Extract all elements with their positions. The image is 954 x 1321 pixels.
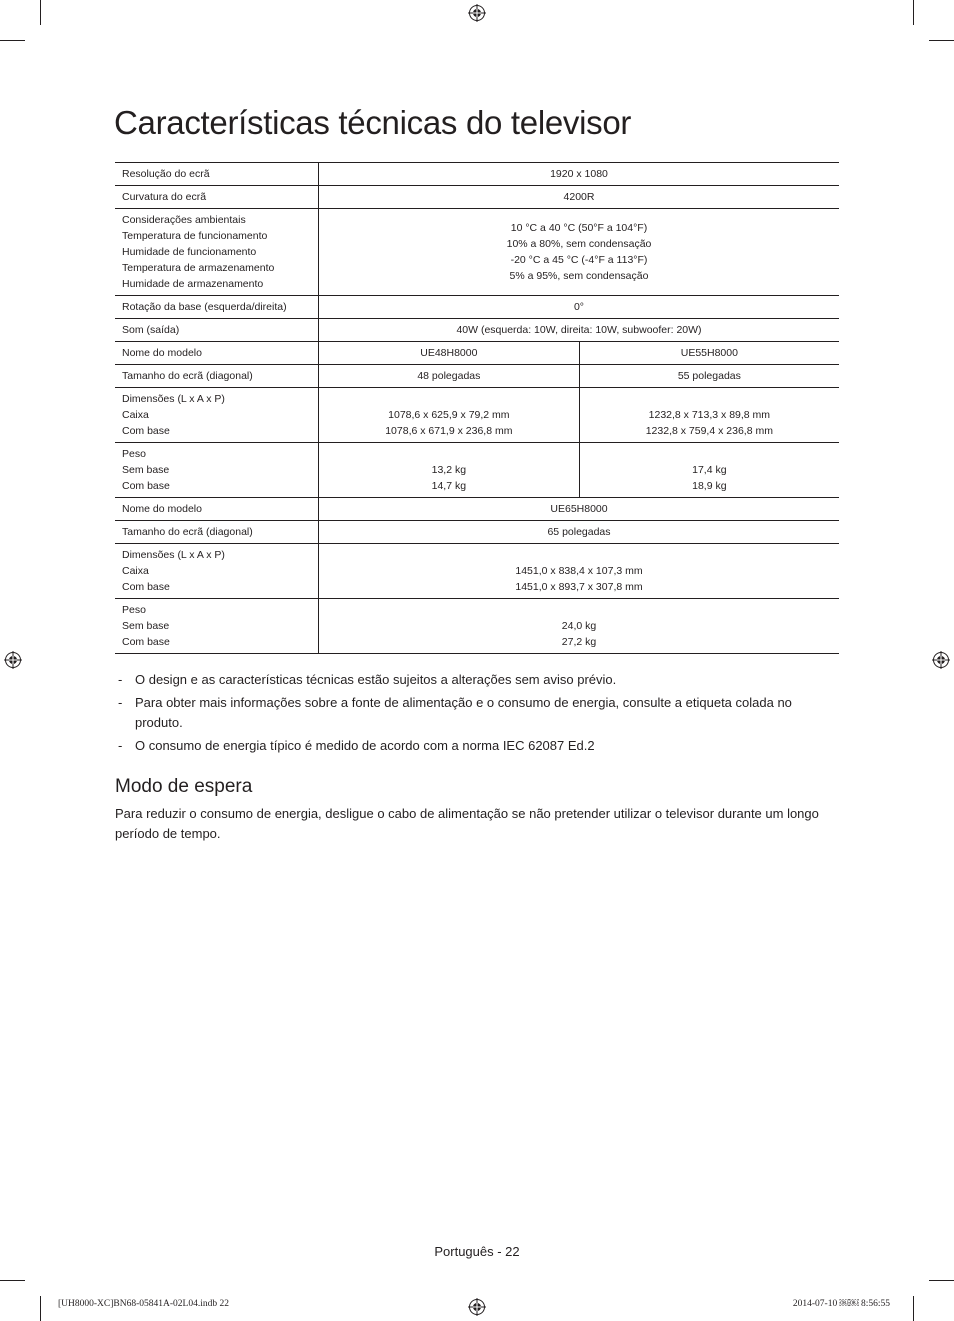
spec-value: [579, 365, 839, 388]
spec-value-line: 24,0 kg: [561, 620, 597, 632]
spec-label-line: Humidade de armazenamento: [122, 278, 264, 290]
note-dash: -: [118, 672, 123, 687]
spec-label-line: Tamanho do ecrã (diagonal): [122, 370, 253, 382]
spec-value: [319, 443, 580, 498]
spec-value: [319, 186, 840, 209]
spec-label-line: Temperatura de armazenamento: [122, 262, 275, 274]
spec-label-line: Humidade de funcionamento: [122, 246, 257, 258]
spec-label-line: Com base: [122, 581, 170, 593]
spec-value-line: 13,2 kg: [431, 464, 467, 476]
spec-value: [579, 388, 839, 443]
spec-value: [319, 209, 840, 296]
spec-value-line: 5% a 95%, sem condensação: [509, 270, 649, 282]
spec-label-line: Temperatura de funcionamento: [122, 230, 268, 242]
spec-value: [579, 342, 839, 365]
crop-mark: [0, 40, 25, 41]
crop-mark: [913, 0, 914, 25]
spec-value: [319, 388, 580, 443]
spec-row: [115, 544, 839, 599]
spec-label-line: Rotação da base (esquerda/direita): [122, 301, 287, 313]
spec-value-line: 0°: [573, 301, 585, 313]
spec-value-line: 1451,0 x 838,4 x 107,3 mm: [515, 565, 643, 577]
standby-text: Para reduzir o consumo de energia, desligue o cabo de alimentação se não pretender utilizar o televisor durante um longo período de tempo.: [115, 806, 819, 841]
registration-mark-icon: [468, 4, 486, 22]
crop-mark: [913, 1296, 914, 1321]
spec-value-line: 48 polegadas: [417, 370, 481, 382]
spec-value-line: 40W (esquerda: 10W, direita: 10W, subwoofer: 20W): [456, 324, 702, 336]
spec-row: [115, 521, 839, 544]
spec-row: [115, 163, 839, 186]
spec-row: [115, 209, 839, 296]
crop-mark: [40, 1296, 41, 1321]
spec-row: [115, 388, 839, 443]
spec-row: [115, 342, 839, 365]
crop-mark: [929, 1280, 954, 1281]
spec-row: [115, 443, 839, 498]
spec-value-line: UE48H8000: [420, 347, 478, 359]
spec-label: [115, 342, 319, 365]
spec-value: [319, 342, 580, 365]
spec-value-line: UE55H8000: [680, 347, 738, 359]
spec-label-line: Sem base: [122, 620, 170, 632]
spec-value-line: 1451,0 x 893,7 x 307,8 mm: [515, 581, 643, 593]
spec-value: [319, 365, 580, 388]
spec-row: [115, 599, 839, 654]
spec-value-line: 18,9 kg: [692, 480, 727, 492]
spec-value-line: 10% a 80%, sem condensação: [506, 238, 652, 250]
spec-value-line: -20 °C a 45 °C (-4°F a 113°F): [510, 254, 648, 266]
spec-label-line: Som (saída): [122, 324, 180, 336]
spec-label: [115, 599, 319, 654]
spec-label: [115, 443, 319, 498]
spec-value-line: 55 polegadas: [677, 370, 741, 382]
spec-value: [319, 296, 840, 319]
spec-label-line: Dimensões (L x A x P): [122, 393, 225, 405]
spec-value-line: UE65H8000: [550, 503, 608, 515]
note-dash: -: [118, 695, 123, 710]
spec-value: [319, 498, 840, 521]
spec-label-line: Tamanho do ecrã (diagonal): [122, 526, 253, 538]
spec-value-line: 10 °C a 40 °C (50°F a 104°F): [510, 222, 648, 234]
note-item: [115, 736, 825, 756]
spec-label-line: Nome do modelo: [122, 503, 202, 515]
crop-mark: [40, 0, 41, 25]
spec-label-line: Dimensões (L x A x P): [122, 549, 225, 561]
spec-value: [579, 443, 839, 498]
note-item: [115, 670, 825, 690]
spec-label: [115, 296, 319, 319]
spec-label-line: Caixa: [122, 409, 149, 421]
note-dash: -: [118, 738, 123, 753]
registration-mark-icon: [4, 651, 22, 669]
spec-value: [319, 163, 840, 186]
spec-value-line: 1920 x 1080: [550, 168, 608, 180]
spec-label-line: Com base: [122, 480, 170, 492]
spec-label: [115, 365, 319, 388]
spec-label-line: Nome do modelo: [122, 347, 202, 359]
spec-value-line: 1078,6 x 671,9 x 236,8 mm: [385, 425, 513, 437]
spec-value: [319, 319, 840, 342]
spec-label: [115, 498, 319, 521]
spec-value-line: 4200R: [563, 191, 595, 203]
note-text: Para obter mais informações sobre a fonte de alimentação e o consumo de energia, consulte a etiqueta colada no produto.: [135, 695, 792, 730]
spec-label: [115, 521, 319, 544]
spec-label-line: Considerações ambientais: [122, 214, 246, 226]
page-title: Características técnicas do televisor: [114, 104, 632, 141]
spec-label: [115, 544, 319, 599]
spec-label-line: Curvatura do ecrã: [122, 191, 207, 203]
spec-label-line: Peso: [122, 448, 146, 460]
spec-value-line: 65 polegadas: [547, 526, 611, 538]
spec-label-line: Com base: [122, 425, 170, 437]
note-text: O consumo de energia típico é medido de acordo com a norma IEC 62087 Ed.2: [135, 738, 595, 753]
note-text: O design e as características técnicas estão sujeitos a alterações sem aviso prévio.: [135, 672, 617, 687]
crop-mark: [929, 40, 954, 41]
spec-value-line: 27,2 kg: [561, 636, 597, 648]
standby-heading: Modo de espera: [115, 776, 253, 797]
spec-value-line: 17,4 kg: [692, 464, 727, 476]
spec-label-line: Caixa: [122, 565, 149, 577]
crop-mark: [0, 1280, 25, 1281]
spec-label-line: Sem base: [122, 464, 170, 476]
page-number: Português - 22: [434, 1244, 520, 1259]
spec-row: [115, 319, 839, 342]
spec-value-line: 1232,8 x 759,4 x 236,8 mm: [645, 425, 773, 437]
spec-label-line: Com base: [122, 636, 170, 648]
registration-mark-icon: [932, 651, 950, 669]
spec-value: [319, 521, 840, 544]
note-item: [115, 693, 825, 733]
spec-label-line: Resolução do ecrã: [122, 168, 210, 180]
spec-row: [115, 186, 839, 209]
spec-value: [319, 599, 840, 654]
spec-label: [115, 163, 319, 186]
spec-row: [115, 365, 839, 388]
spec-label: [115, 186, 319, 209]
spec-value-line: 1232,8 x 713,3 x 89,8 mm: [648, 409, 771, 421]
spec-label: [115, 388, 319, 443]
spec-label: [115, 209, 319, 296]
notes-list: [115, 670, 825, 759]
spec-row: [115, 498, 839, 521]
spec-value-line: 14,7 kg: [431, 480, 467, 492]
spec-row: [115, 296, 839, 319]
spec-value: [319, 544, 840, 599]
spec-label-line: Peso: [122, 604, 146, 616]
spec-label: [115, 319, 319, 342]
registration-mark-icon: [468, 1298, 486, 1316]
spec-table: [115, 162, 839, 654]
footer-file: [UH8000-XC]BN68-05841A-02L04.indb 22: [58, 1299, 229, 1309]
footer-timestamp: 2014-07-10 ￼￼ 8:56:55: [792, 1299, 890, 1309]
spec-value-line: 1078,6 x 625,9 x 79,2 mm: [388, 409, 510, 421]
